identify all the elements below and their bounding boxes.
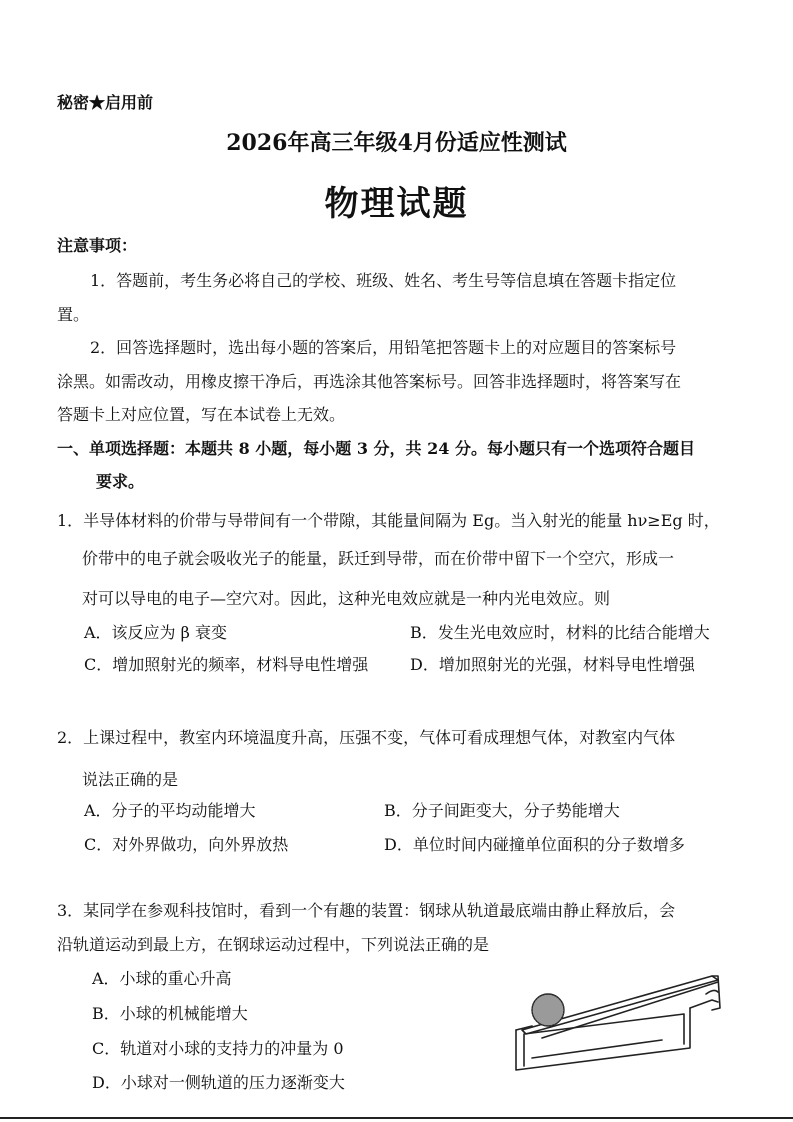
q2-option-a: A．分子的平均动能增大 [84,801,256,820]
notes-heading: 注意事项： [57,236,138,255]
q2-option-c: C．对外界做功，向外界放热 [84,835,289,854]
exam-title: 2026年高三年级4月份适应性测试 [226,130,567,156]
q3-option-a: A．小球的重心升高 [92,969,232,988]
q3-option-b: B．小球的机械能增大 [92,1004,248,1023]
section-1-heading-cont: 要求。 [96,472,145,491]
q3-option-d: D．小球对一侧轨道的压力逐渐变大 [92,1073,345,1092]
q1-stem-line-3: 对可以导电的电子—空穴对。因此，这种光电效应就是一种内光电效应。则 [82,589,611,608]
note-2-line-2: 涂黑。如需改动，用橡皮擦干净后，再选涂其他答案标号。回答非选择题时，将答案写在 [57,372,682,391]
q2-option-b: B．分子间距变大，分子势能增大 [384,801,620,820]
q3-stem-line-2: 沿轨道运动到最上方，在钢球运动过程中，下列说法正确的是 [57,935,490,954]
note-2-line-3: 答题卡上对应位置，写在本试卷上无效。 [57,405,346,424]
q1-option-a: A．该反应为 β 衰变 [84,623,227,642]
q1-option-b: B．发生光电效应时，材料的比结合能增大 [410,623,710,642]
subject-title: 物理试题 [324,184,469,224]
q3-stem-line-1: 3．某同学在参观科技馆时，看到一个有趣的装置：钢球从轨道最底端由静止释放后，会 [57,901,676,920]
note-1-line-1: 1．答题前，考生务必将自己的学校、班级、姓名、考生号等信息填在答题卡指定位 [90,271,677,290]
q2-option-d: D．单位时间内碰撞单位面积的分子数增多 [384,835,685,854]
q1-stem-line-1: 1．半导体材料的价带与导带间有一个带隙，其能量间隔为 Eg。当入射光的能量 hν≥Eg 时， [57,511,720,530]
q2-stem-line-2: 说法正确的是 [82,770,179,789]
page-bottom-rule [0,1117,793,1119]
q3-option-c: C．轨道对小球的支持力的冲量为 0 [92,1039,344,1058]
q2-stem-line-1: 2．上课过程中，教室内环境温度升高，压强不变，气体可看成理想气体，对教室内气体 [57,728,676,747]
q1-option-d: D．增加照射光的光强，材料导电性增强 [410,655,695,674]
note-1-line-2: 置。 [57,305,90,324]
section-1-heading: 一、单项选择题：本题共 8 小题，每小题 3 分，共 24 分。每小题只有一个选项符合题目 [57,439,695,458]
note-2-line-1: 2．回答选择题时，选出每小题的答案后，用铅笔把答题卡上的对应题目的答案标号 [90,338,677,357]
q1-option-c: C．增加照射光的频率，材料导电性增强 [84,655,369,674]
track-rail-right [542,982,718,1038]
secret-mark: 秘密★启用前 [57,93,154,112]
q1-stem-line-2: 价带中的电子就会吸收光子的能量，跃迁到导带，而在价带中留下一个空穴，形成一 [82,549,675,568]
track-ball-figure [512,968,732,1080]
